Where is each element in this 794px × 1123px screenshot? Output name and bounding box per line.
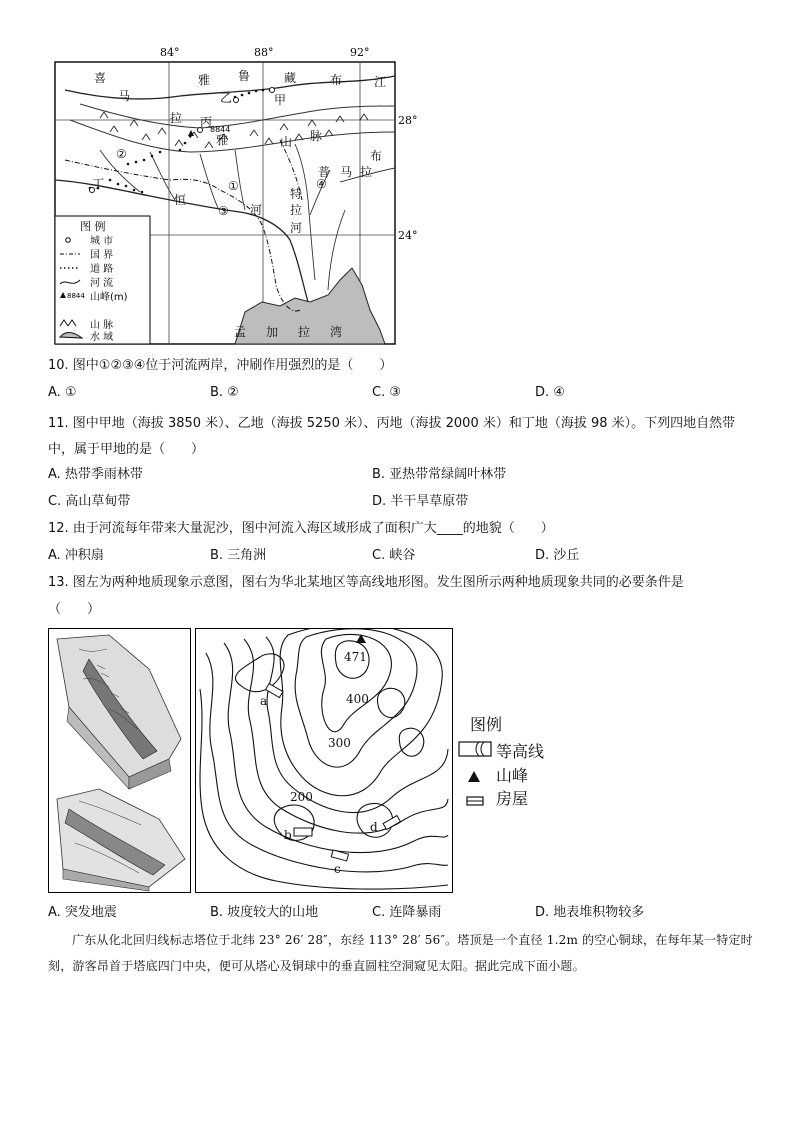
label-la3: 拉: [290, 203, 303, 217]
q10-option-c[interactable]: C. ③: [372, 385, 401, 400]
label-pu: 普: [318, 165, 331, 179]
label-yarlung-1: 雅: [198, 73, 211, 87]
contour-label-300: 300: [328, 736, 351, 750]
q12-option-d[interactable]: D. 沙丘: [535, 548, 580, 563]
lon-tick: 92°: [350, 46, 370, 59]
peak-legend-item: 山峰: [496, 766, 529, 785]
legend-item: 山峰(m): [90, 292, 128, 303]
house-icon: [466, 791, 484, 801]
legend-peak-num: 8844: [67, 292, 85, 300]
label-ma2: 马: [340, 165, 353, 179]
contour-label-200: 200: [290, 790, 313, 804]
point-d: d: [370, 820, 378, 834]
label-bay-4: 湾: [330, 325, 343, 339]
label-circle-1: ①: [228, 179, 239, 193]
q13-option-d[interactable]: D. 地表堆积物较多: [535, 905, 645, 920]
landslide-svg: [49, 629, 190, 892]
label-bay-2: 加: [266, 325, 279, 339]
q12-option-a[interactable]: A. 冲积扇: [48, 548, 104, 563]
q13-option-a[interactable]: A. 突发地震: [48, 905, 117, 920]
question-11-stem: 11. 图中甲地（海拔 3850 米）、乙地（海拔 5250 米）、丙地（海拔 2000 米）和丁地（海拔 98 米）。下列四地自然带中，属于甲地的是（ ）: [48, 416, 736, 457]
label-yi: 乙: [220, 91, 233, 105]
label-mai: 脉: [310, 129, 323, 143]
label-yarlung-2: 鲁: [238, 69, 251, 83]
house-legend-item: 房屋: [496, 789, 529, 808]
q11-option-c[interactable]: C. 高山草甸带: [48, 494, 131, 509]
label-bu: 布: [370, 149, 383, 163]
label-yarlung-3: 藏: [284, 71, 297, 85]
q13-option-c[interactable]: C. 连降暴雨: [372, 905, 442, 920]
contour-label-400: 400: [346, 692, 369, 706]
reading-passage: 广东从化北回归线标志塔位于北纬 23° 26′ 28″，东经 113° 28′ 56″。塔顶是一个直径 1.2m 的空心铜球，在每年某一特定时刻，游客昂首于塔底四门中央，便可从塔心及铜球中的垂直圆柱空洞窥见太阳。据此完成下面小题。: [48, 933, 753, 973]
geologic-phenomena-figure: [48, 628, 191, 893]
point-a: a: [260, 694, 268, 708]
point-b: b: [284, 828, 292, 842]
contour-svg: [196, 629, 452, 892]
legend-item: 河 流: [90, 278, 114, 289]
lon-tick: 84°: [160, 46, 180, 59]
label-ding: 丁: [92, 177, 105, 191]
label-bay-3: 拉: [298, 325, 311, 339]
label-heng: 恒: [174, 193, 187, 207]
question-13-stem: 13. 图左为两种地质现象示意图，图右为华北某地区等高线地形图。发生图所示两种地质现象共同的必要条件是: [48, 575, 684, 590]
label-bing: 丙: [200, 115, 213, 129]
q12-option-b[interactable]: B. 三角洲: [210, 548, 267, 563]
q10-option-a[interactable]: A. ①: [48, 385, 77, 400]
geography-map: [40, 40, 430, 350]
q13-option-b[interactable]: B. 坡度较大的山地: [210, 905, 319, 920]
label-he: 河: [250, 203, 263, 217]
label-shan: 山: [280, 135, 293, 149]
label-bay-1: 孟: [234, 325, 247, 339]
label-peak: 8844: [210, 125, 231, 134]
contour-legend-item: 等高线: [496, 742, 545, 761]
lat-tick: 24°: [398, 229, 418, 242]
q12-option-c[interactable]: C. 峡谷: [372, 548, 416, 563]
legend-item: 山 脉: [90, 320, 114, 331]
contour-line-icon: [458, 740, 494, 758]
label-la2: 拉: [360, 165, 373, 179]
label-he2: 河: [290, 221, 303, 235]
peak-value: 471: [344, 650, 367, 664]
label-yarlung-5: 江: [374, 75, 387, 89]
question-10-stem: 10. 图中①②③④位于河流两岸，冲刷作用强烈的是（ ）: [48, 358, 393, 373]
legend-item: 国 界: [90, 250, 114, 261]
map-svg: [40, 40, 430, 350]
label-ya: 雅: [216, 133, 229, 147]
peak-icon: [356, 634, 366, 643]
contour-map: [195, 628, 453, 893]
label-circle-2: ②: [116, 147, 127, 161]
q11-option-a[interactable]: A. 热带季雨林带: [48, 467, 143, 482]
q11-option-d[interactable]: D. 半干旱草原带: [372, 494, 469, 509]
point-c: c: [334, 862, 341, 876]
q10-option-d[interactable]: D. ④: [535, 385, 565, 400]
question-12-stem: 12. 由于河流每年带来大量泥沙，图中河流入海区域形成了面积广大____的地貌（ ）: [48, 521, 554, 536]
label-la: 拉: [170, 111, 183, 125]
q11-option-b[interactable]: B. 亚热带常绿阔叶林带: [372, 467, 507, 482]
label-te: 特: [290, 187, 303, 201]
legend-item: 城 市: [90, 236, 114, 247]
legend-item: 道 路: [90, 264, 114, 275]
mountain-peak-icon: [467, 768, 481, 782]
label-yarlung-4: 布: [330, 73, 343, 87]
label-xi: 喜: [94, 71, 107, 85]
map-legend-title: 图 例: [80, 220, 106, 233]
contour-legend-title: 图例: [470, 715, 503, 734]
label-jia: 甲: [274, 93, 287, 107]
legend-item: 水 域: [90, 332, 114, 343]
lon-tick: 88°: [254, 46, 274, 59]
label-circle-3: ③: [218, 204, 229, 218]
label-ma: 马: [118, 89, 131, 103]
q10-option-b[interactable]: B. ②: [210, 385, 239, 400]
question-13-stem-bracket: （ ）: [48, 602, 101, 617]
lat-tick: 28°: [398, 114, 418, 127]
label-circle-4: ④: [316, 177, 327, 191]
